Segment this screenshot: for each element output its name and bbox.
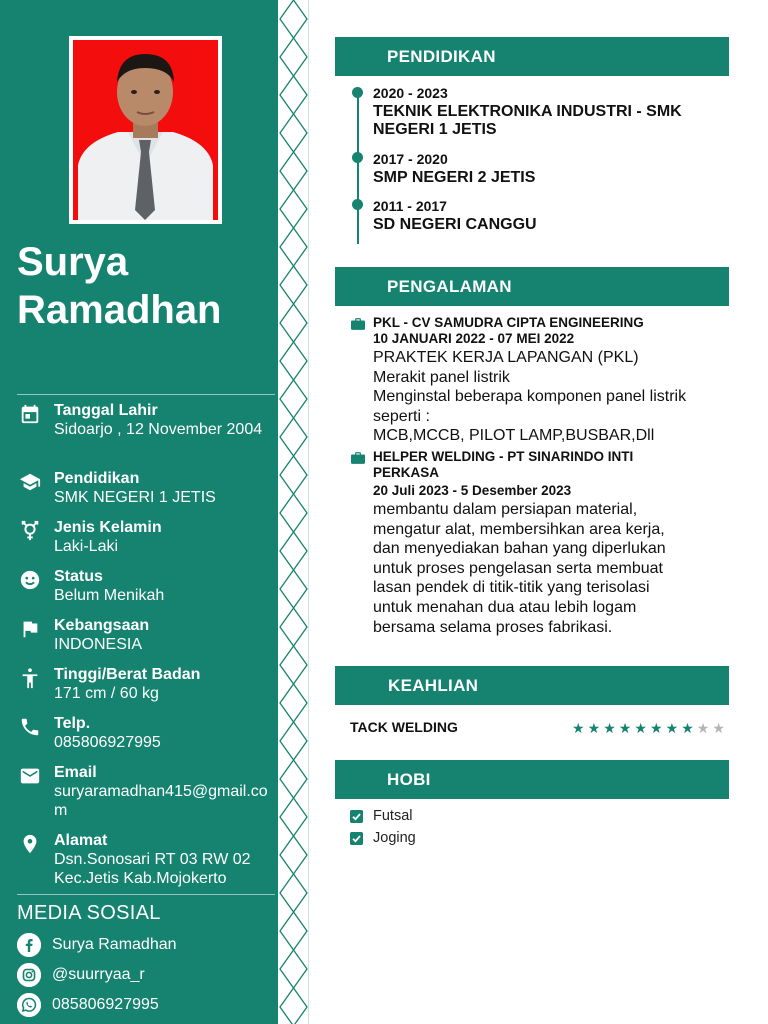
calendar-icon (17, 403, 43, 425)
star-filled-icon: ★ (650, 720, 663, 736)
info-title: Tanggal Lahir (54, 402, 158, 419)
checkbox-icon (350, 832, 363, 845)
exp-line: untuk proses pengelasan serta membuat (373, 559, 663, 577)
first-name: Surya (17, 240, 129, 284)
info-title: Email (54, 764, 97, 781)
info-value: INDONESIA (54, 636, 143, 653)
section-title: PENDIDIKAN (387, 47, 496, 66)
exp-company: HELPER WELDING - PT SINARINDO INTI PERKASA (373, 449, 634, 480)
timeline-dot (352, 152, 363, 163)
exp-description (373, 348, 733, 446)
star-filled-icon: ★ (681, 720, 694, 736)
social-label: 085806927995 (52, 996, 159, 1013)
briefcase-icon (351, 318, 365, 330)
info-value: SMK NEGERI 1 JETIS (54, 489, 216, 506)
social-whatsapp[interactable] (17, 993, 275, 1017)
section-header-keahlian (335, 666, 729, 705)
timeline-dot (352, 199, 363, 210)
social-label: Surya Ramadhan (52, 936, 177, 953)
whatsapp-icon (17, 993, 41, 1017)
exp-description (373, 500, 733, 637)
section-header-pengalaman (335, 267, 729, 306)
instagram-icon (17, 963, 41, 987)
info-value: 085806927995 (54, 734, 161, 751)
exp-line: lasan pendek di titik-titik yang terisolasi (373, 579, 650, 597)
social-facebook[interactable] (17, 933, 275, 957)
info-value: suryaramadhan415@gmail.com (54, 783, 268, 819)
star-filled-icon: ★ (603, 720, 616, 736)
decorative-pattern (278, 0, 309, 1024)
phone-icon (17, 716, 43, 738)
info-title: Alamat (54, 832, 108, 849)
info-value: Laki-Laki (54, 538, 119, 555)
exp-line: seperti : (373, 407, 430, 425)
portrait-illustration (73, 40, 218, 220)
edu-school: SD NEGERI CANGGU (373, 216, 537, 233)
exp-period: 10 JANUARI 2022 - 07 MEI 2022 (373, 331, 575, 346)
location-pin-icon (17, 833, 43, 855)
info-title: Pendidikan (54, 470, 140, 487)
star-filled-icon: ★ (572, 720, 585, 736)
flag-icon (17, 618, 43, 640)
section-title: KEAHLIAN (388, 676, 479, 695)
divider (17, 394, 275, 395)
edu-years: 2017 - 2020 (373, 151, 448, 167)
section-title: PENGALAMAN (387, 277, 512, 296)
info-title: Telp. (54, 715, 91, 732)
exp-line: untuk menahan dua atau lebih logam (373, 598, 637, 616)
star-filled-icon: ★ (665, 720, 679, 736)
exp-line: bersama selama proses fabrikasi. (373, 618, 613, 636)
exp-period: 20 Juli 2023 - 5 Desember 2023 (373, 483, 572, 498)
exp-line: dan menyediakan bahan yang diperlukan (373, 540, 666, 558)
exp-line: Merakit panel listrik (373, 368, 510, 386)
exp-line: MCB,MCCB, PILOT LAMP,BUSBAR,Dll (373, 427, 655, 445)
facebook-icon (17, 933, 41, 957)
edu-school: TEKNIK ELEKTRONIKA INDUSTRI - SMK NEGERI 1 JETIS (373, 103, 682, 138)
person-standing-icon (17, 667, 43, 689)
star-filled-icon: ★ (634, 720, 647, 736)
last-name: Ramadhan (17, 288, 222, 332)
exp-line: Menginstal beberapa komponen panel listrik (373, 388, 687, 406)
info-title: Jenis Kelamin (54, 519, 162, 536)
profile-photo (69, 36, 222, 224)
exp-line: PRAKTEK KERJA LAPANGAN (PKL) (373, 349, 639, 366)
exp-line: mengatur alat, membersihkan area kerja, (373, 520, 665, 538)
exp-company: PKL - CV SAMUDRA CIPTA ENGINEERING (373, 315, 644, 330)
graduation-cap-icon (17, 471, 43, 493)
section-header-hobi (335, 760, 729, 799)
diamond-pattern (278, 0, 309, 1024)
sidebar (0, 0, 278, 1024)
face-icon (17, 569, 43, 591)
checkbox-icon (350, 810, 363, 823)
mail-icon (17, 765, 43, 787)
timeline-dot (352, 87, 363, 98)
star-empty-icon: ★ (712, 720, 725, 736)
divider (17, 894, 275, 895)
media-sosial-title: MEDIA SOSIAL (17, 902, 161, 924)
briefcase-icon (351, 452, 365, 464)
hobi-label: Joging (373, 830, 416, 846)
info-title: Kebangsaan (54, 617, 150, 634)
gender-icon (17, 520, 43, 542)
edu-school: SMP NEGERI 2 JETIS (373, 169, 536, 186)
info-value: Sidoarjo , 12 November 2004 (54, 421, 263, 438)
exp-line: membantu dalam persiapan material, (373, 501, 638, 518)
skill-name: TACK WELDING (350, 719, 458, 735)
info-title: Tinggi/Berat Badan (54, 666, 201, 683)
star-filled-icon: ★ (587, 720, 601, 736)
info-title: Status (54, 568, 103, 585)
timeline-line (357, 88, 359, 244)
full-name (17, 238, 272, 334)
section-title: HOBI (387, 770, 431, 789)
edu-years: 2020 - 2023 (373, 85, 448, 101)
social-instagram[interactable] (17, 963, 275, 987)
info-value: Dsn.Sonosari RT 03 RW 02 Kec.Jetis Kab.Mojokerto (54, 851, 251, 887)
section-header-pendidikan (335, 37, 729, 76)
hobi-label: Futsal (373, 808, 413, 824)
social-label: @suurryaa_r (52, 966, 145, 983)
star-empty-icon: ★ (696, 720, 710, 736)
profile-photo-image (73, 40, 218, 220)
info-value: 171 cm / 60 kg (54, 685, 159, 702)
star-filled-icon: ★ (618, 720, 632, 736)
edu-years: 2011 - 2017 (373, 198, 447, 214)
info-value: Belum Menikah (54, 587, 165, 604)
